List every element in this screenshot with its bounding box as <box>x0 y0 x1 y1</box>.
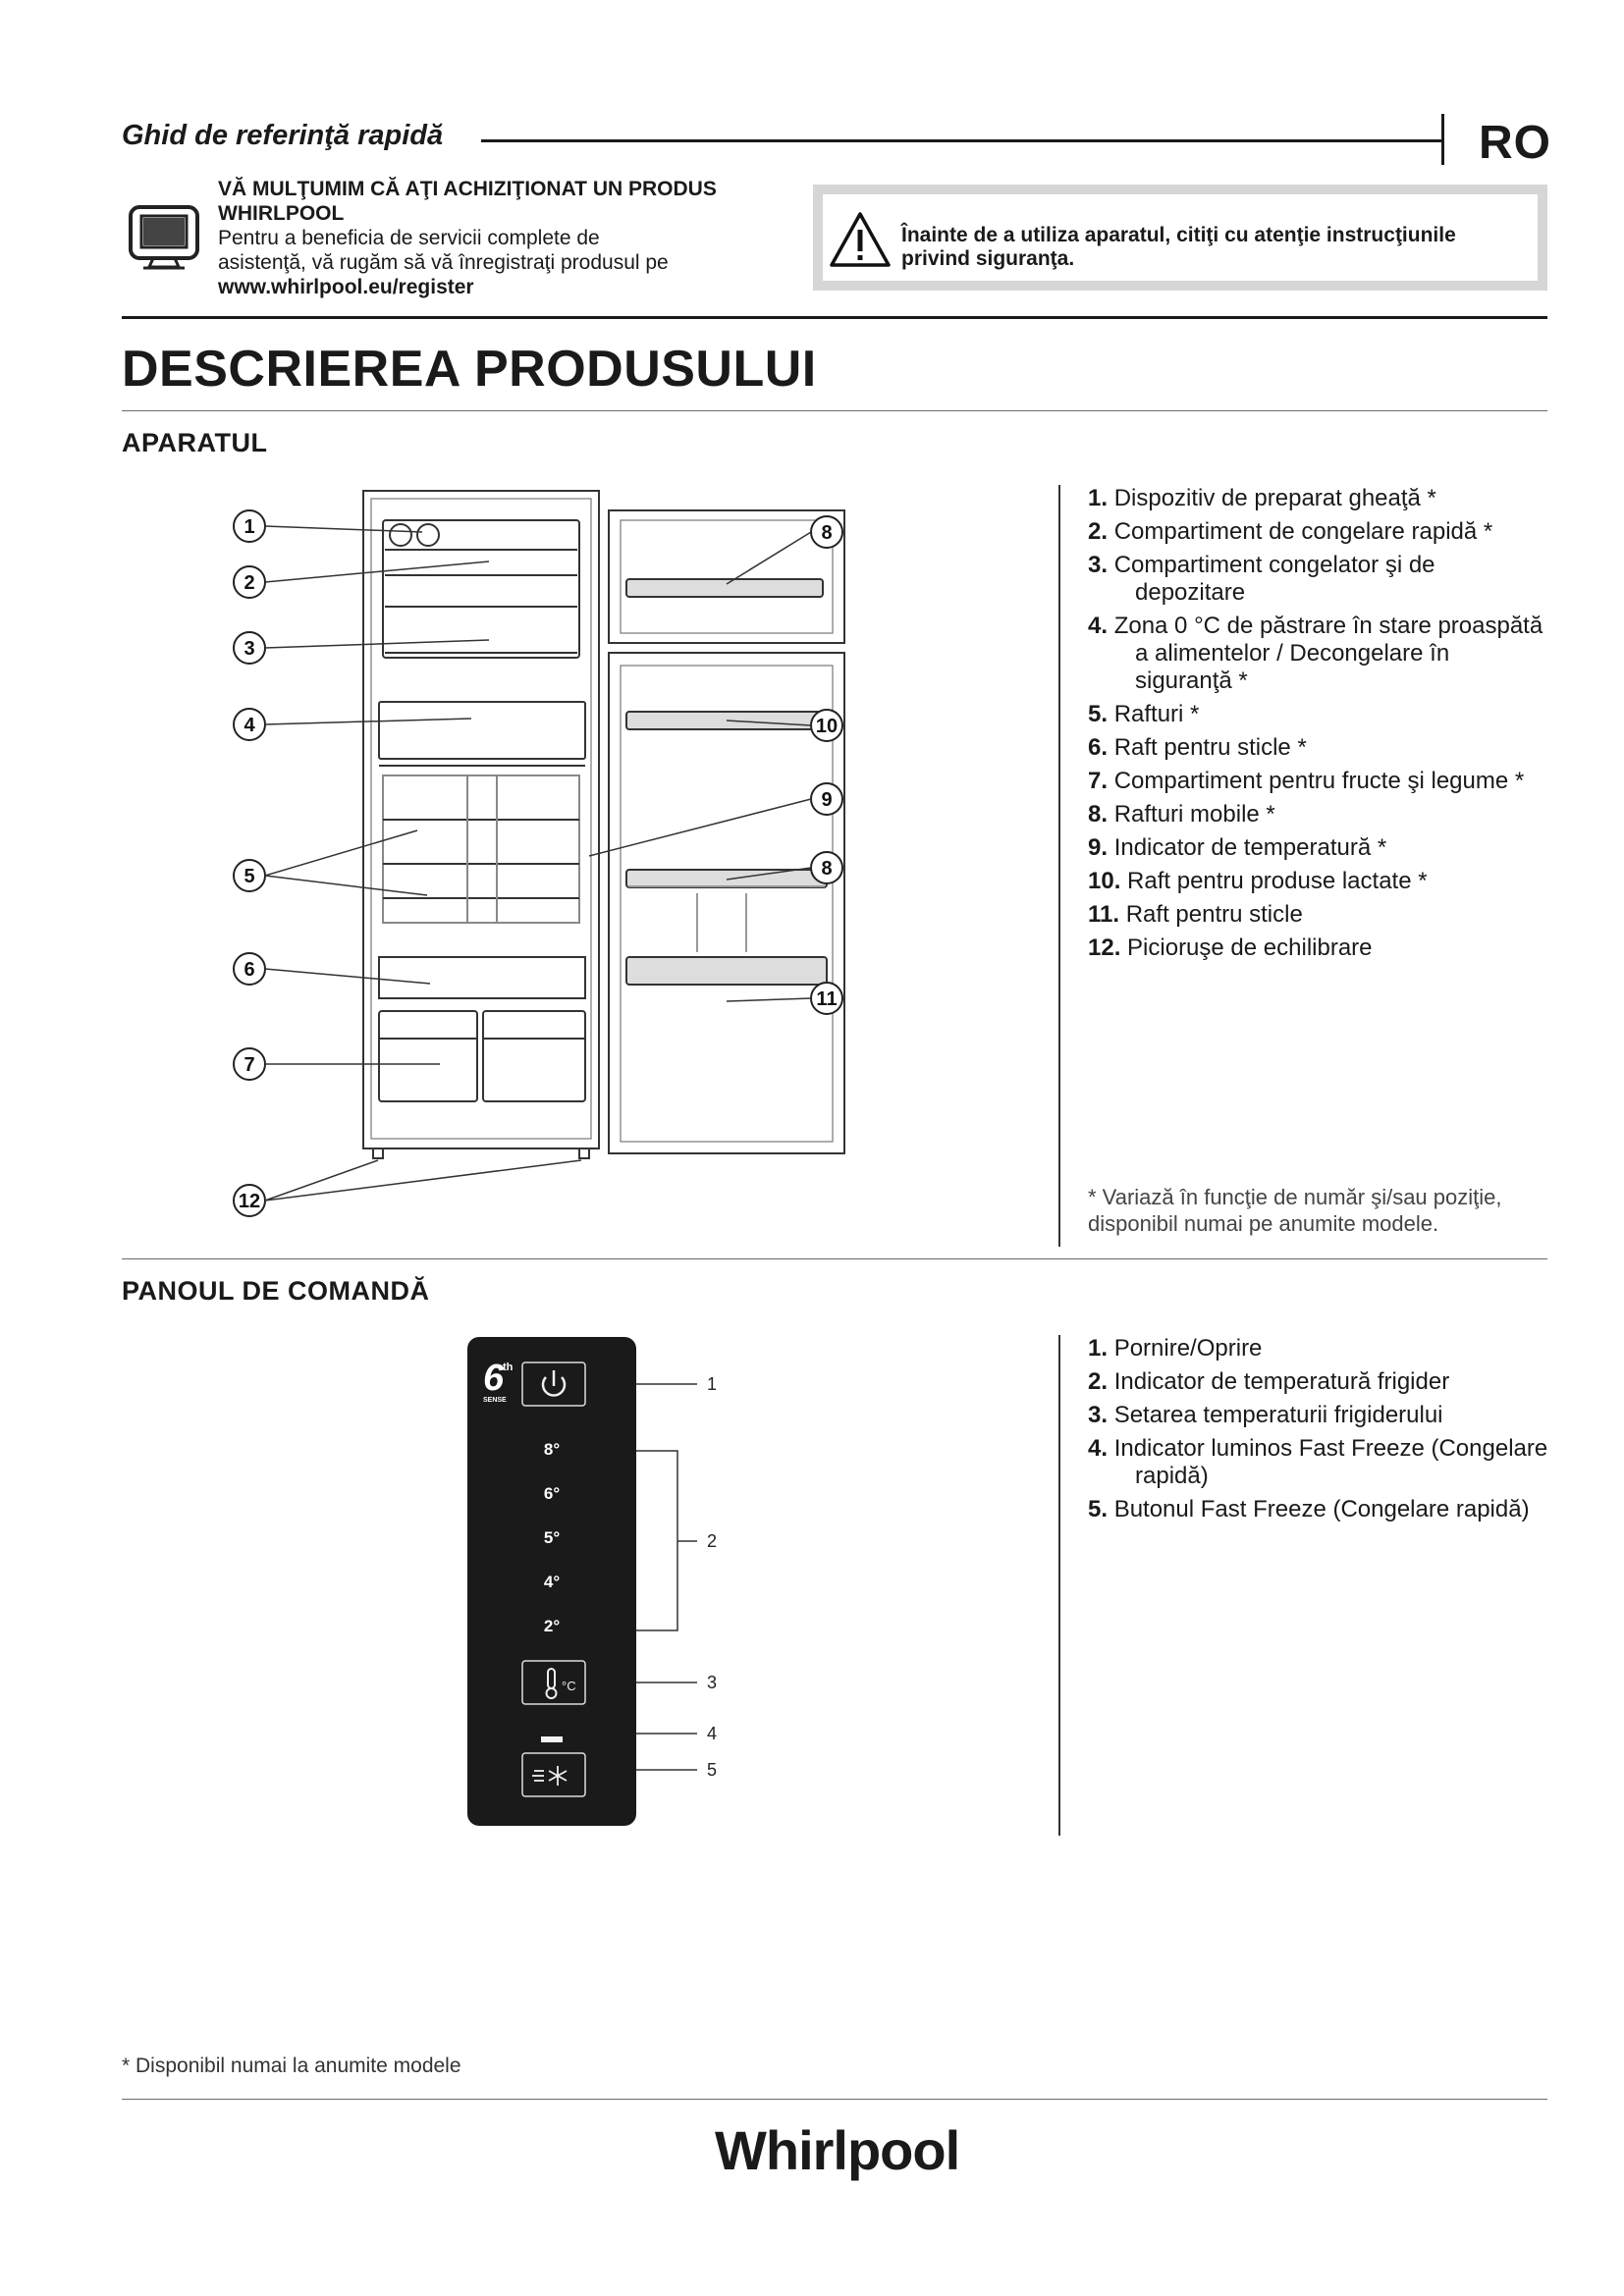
panel-logo: 6 <box>483 1358 505 1399</box>
panel-column-divider <box>1058 1335 1060 1836</box>
appliance-note-1: * Variază în funcţie de număr şi/sau poziţie, <box>1088 1185 1502 1209</box>
panel-legend-item-3: 3. Setarea temperaturii frigiderului <box>1088 1402 1443 1428</box>
appliance-legend <box>1088 485 1549 968</box>
safety-warning-text <box>901 224 1530 271</box>
temp-8: 8° <box>543 1440 561 1459</box>
door-shelf-top <box>626 579 823 597</box>
title-rule <box>122 316 1547 319</box>
computer-monitor-icon <box>128 204 200 271</box>
brand-name: Whirlpool <box>715 2119 960 2181</box>
callout-6: 6 <box>244 959 255 981</box>
guide-title: Ghid de referinţă rapidă <box>122 120 444 151</box>
thanks-text-1: Pentru a beneficia de servicii complete de <box>218 227 600 249</box>
temp-6: 6° <box>543 1484 561 1503</box>
zero-degree-zone <box>379 702 585 759</box>
leveling-foot-right <box>579 1148 589 1158</box>
footer-rule <box>122 2099 1547 2100</box>
panel-callout-1: 1 <box>707 1374 718 1394</box>
legend-item-8: 8. Rafturi mobile * <box>1088 801 1275 828</box>
callout-4: 4 <box>244 715 255 736</box>
warning-line-2: privind siguranţa. <box>901 247 1075 270</box>
callout-8-bottom: 8 <box>821 858 833 880</box>
panel-logo-sup: th <box>503 1362 514 1373</box>
panel-legend-item-2: 2. Indicator de temperatură frigider <box>1088 1368 1450 1395</box>
freezer-door <box>609 510 844 643</box>
legend-item-7: 7. Compartiment pentru fructe şi legume * <box>1088 768 1525 794</box>
warning-line-1: Înainte de a utiliza aparatul, citiţi cu atenţie instrucţiunile <box>901 224 1456 246</box>
callout-1: 1 <box>244 516 255 538</box>
section-title-control-panel: PANOUL DE COMANDĂ <box>122 1276 430 1306</box>
legend-item-4: 4. Zona 0 °C de păstrare în stare proaspătă a alimentelor / Decongelare în siguranţă * <box>1088 613 1543 694</box>
control-panel-diagram <box>461 1331 756 1832</box>
whirlpool-logo <box>711 2109 966 2203</box>
callout-11: 11 <box>816 988 838 1010</box>
callout-5: 5 <box>244 866 255 887</box>
appliance-note-2: disponibil numai pe anumite modele. <box>1088 1211 1439 1236</box>
legend-item-1: 1. Dispozitiv de preparat gheaţă * <box>1088 485 1436 511</box>
freezer-compartment <box>383 520 579 658</box>
fast-freeze-led <box>541 1736 563 1742</box>
legend-item-6: 6. Raft pentru sticle * <box>1088 734 1307 761</box>
thanks-text-2: asistenţă, vă rugăm să vă înregistraţi produsul pe <box>218 251 669 274</box>
panel-legend-item-5: 5. Butonul Fast Freeze (Congelare rapidă) <box>1088 1496 1530 1522</box>
register-link[interactable]: www.whirlpool.eu/register <box>218 276 474 298</box>
panel-callout-4: 4 <box>707 1724 718 1743</box>
legend-item-10: 10. Raft pentru produse lactate * <box>1088 868 1428 894</box>
panel-callout-3: 3 <box>707 1673 718 1692</box>
registration-notice <box>218 177 768 299</box>
warning-triangle-icon <box>829 210 892 269</box>
callout-12: 12 <box>238 1191 261 1212</box>
callout-9: 9 <box>821 789 833 811</box>
panel-callout-5: 5 <box>707 1760 718 1780</box>
title-underline <box>122 410 1547 411</box>
mobile-shelf <box>626 870 827 887</box>
panel-callout-2: 2 <box>707 1531 718 1551</box>
ice-maker-knob-1 <box>390 524 411 546</box>
ice-maker-knob-2 <box>417 524 439 546</box>
page-title: DESCRIEREA PRODUSULUI <box>122 341 817 398</box>
bottle-shelf <box>379 957 585 998</box>
callout-10: 10 <box>815 716 839 737</box>
legend-item-11: 11. Raft pentru sticle <box>1088 901 1303 928</box>
callout-7: 7 <box>244 1054 255 1076</box>
legend-item-5: 5. Rafturi * <box>1088 701 1200 727</box>
temp-4: 4° <box>543 1573 561 1591</box>
panel-legend-item-4: 4. Indicator luminos Fast Freeze (Congelare rapidă) <box>1088 1435 1548 1489</box>
section-divider <box>122 1258 1547 1259</box>
header-divider <box>1441 114 1444 165</box>
legend-item-12: 12. Picioruşe de echilibrare <box>1088 934 1373 961</box>
section-title-appliance: APARATUL <box>122 428 268 457</box>
legend-item-2: 2. Compartiment de congelare rapidă * <box>1088 518 1493 545</box>
leveling-foot-left <box>373 1148 383 1158</box>
control-panel-legend <box>1088 1335 1549 1529</box>
footer-note: * Disponibil numai la anumite modele <box>122 2055 461 2077</box>
fridge-diagram <box>216 481 864 1247</box>
language-code: RO <box>1479 117 1551 169</box>
panel-logo-sub: SENSE <box>483 1397 507 1404</box>
door-bottle-shelf <box>626 957 827 985</box>
legend-item-3: 3. Compartiment congelator şi de depozitare <box>1088 552 1435 606</box>
crisper-right <box>483 1011 585 1101</box>
legend-item-9: 9. Indicator de temperatură * <box>1088 834 1387 861</box>
celsius-icon: °C <box>562 1679 576 1693</box>
callout-3: 3 <box>244 638 255 660</box>
appliance-note <box>1088 1184 1549 1237</box>
callout-2: 2 <box>244 572 255 594</box>
header-rule <box>481 139 1441 142</box>
temp-5: 5° <box>543 1528 561 1547</box>
thanks-heading: VĂ MULŢUMIM CĂ AŢI ACHIZIŢIONAT UN PRODUS <box>218 178 717 200</box>
temp-2: 2° <box>543 1617 561 1635</box>
panel-legend-item-1: 1. Pornire/Oprire <box>1088 1335 1263 1362</box>
appliance-column-divider <box>1058 485 1060 1247</box>
callout-8-top: 8 <box>821 522 833 544</box>
crisper-left <box>379 1011 477 1101</box>
thanks-brand: WHIRLPOOL <box>218 202 345 225</box>
